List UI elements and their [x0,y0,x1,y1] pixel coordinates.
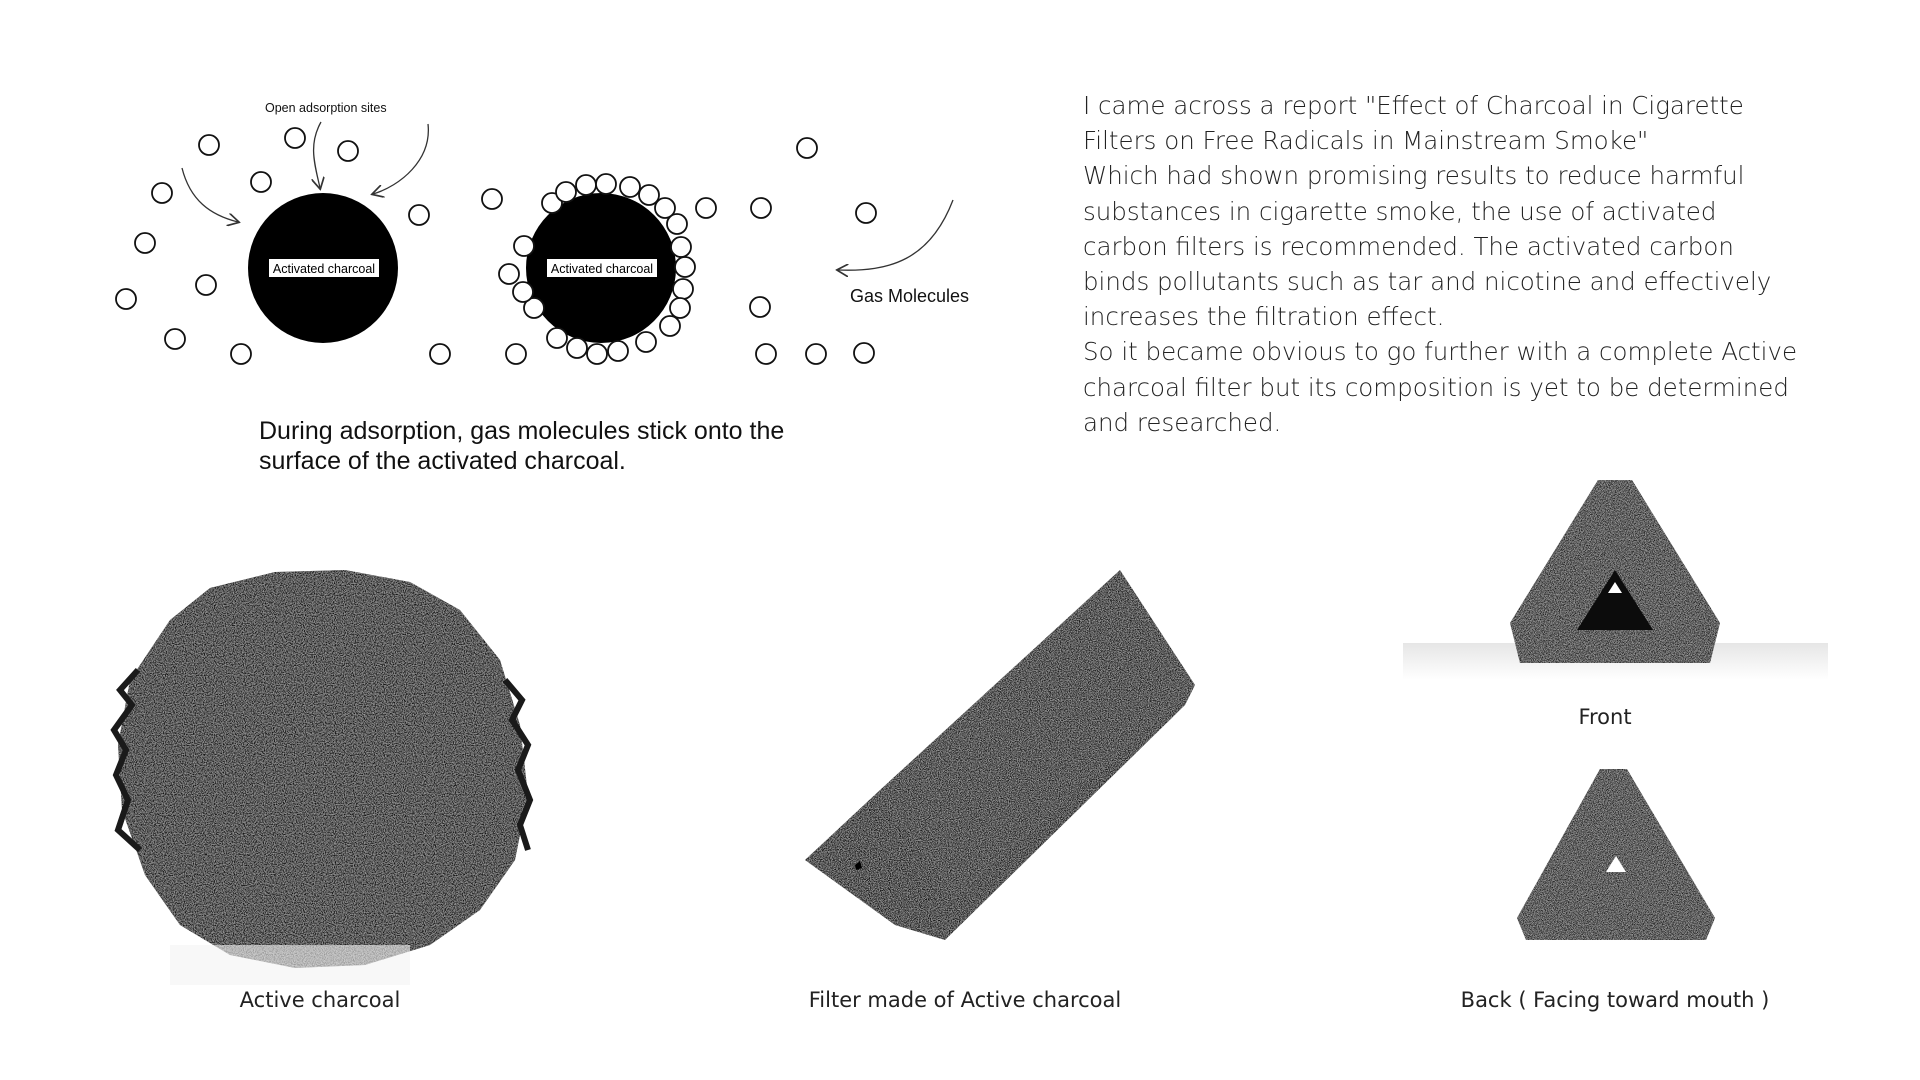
filter-prism-image [795,565,1195,945]
gas-molecules-free [116,128,876,364]
filter-caption: Filter made of Active charcoal [808,988,1122,1012]
adsorption-diagram [110,90,1010,390]
report-text [1083,88,1803,440]
charcoal-label-left: Activated charcoal [272,262,376,276]
filter-back-image [1516,768,1716,943]
diagram-caption [259,416,819,476]
diagram-caption-line1: During adsorption, gas molecules stick onto the [259,417,785,445]
active-charcoal-image [110,560,540,990]
report-paragraph-1: I came across a report "Effect of Charcoal in Cigarette Filters on Free Radicals in Mainstream Smoke" [1083,91,1744,156]
diagram-caption-line2: surface of the activated charcoal. [259,447,626,475]
report-paragraph-3: So it became obvious to go further with a complete Active charcoal filter but its composition is yet to be determined and researched. [1083,337,1798,437]
report-paragraph-2: Which had shown promising results to reduce harmful substances in cigarette smoke, the use of activated carbon filters is recommended. The activated carbon binds pollutants such as tar and nicotine and effectively increases the filtration effect. [1083,161,1772,332]
back-caption: Back ( Facing toward mouth ) [1460,988,1770,1012]
charcoal-label-right: Activated charcoal [550,262,654,276]
open-sites-label: Open adsorption sites [265,101,387,115]
active-charcoal-caption: Active charcoal [239,988,401,1012]
gas-molecules-label: Gas Molecules [850,286,970,306]
front-caption: Front [1578,705,1632,729]
filter-front-image [1403,478,1828,680]
